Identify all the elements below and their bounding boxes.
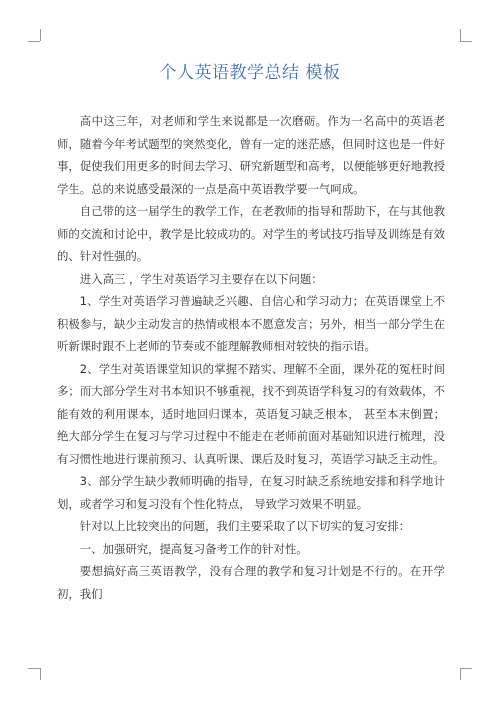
crop-mark-top-right-h bbox=[460, 41, 472, 42]
paragraph-problem-2: 2、学生对英语课堂知识的掌握不踏实、理解不全面，课外花的冤枉时间多；而大部分学生对书本知识不够重视，找不到英语学科复习的有效载体，不能有效的利用课本，适时地回归课本，英语复习缺乏根本， 甚至本末倒置；绝大部分学生在复习与学习过程中不能走在老师前面对基础知识进行梳理，没有习惯性地进行课前预习、认真听课、课后及时复习，英语学习缺乏主动性。 bbox=[57, 361, 445, 466]
crop-mark-bottom-left-v bbox=[40, 668, 41, 680]
crop-mark-bottom-right-v bbox=[460, 668, 461, 680]
paragraph-problem-1: 1、学生对英语学习普遍缺乏兴趣、自信心和学习动力；在英语课堂上不积极参与，缺少主动发言的热情或根本不愿意发言；另外，相当一部分学生在听新课时跟不上老师的节奏或不能理解教师相对较快的指示语。 bbox=[57, 294, 445, 353]
crop-mark-top-right-v bbox=[460, 29, 461, 41]
document-title: 个人英语教学总结 模板 bbox=[159, 63, 341, 83]
paragraph-problems-heading: 进入高三 ，学生对英语学习主要存在以下问题： bbox=[79, 271, 323, 286]
crop-mark-top-left-v bbox=[40, 29, 41, 41]
crop-mark-bottom-right-h bbox=[460, 668, 472, 669]
crop-mark-bottom-left-h bbox=[28, 668, 40, 669]
paragraph-section-1-body: 要想搞好高三英语教学，没有合理的教学和复习计划是不行的。在开学初，我们 bbox=[57, 564, 445, 601]
paragraph-section-1-heading: 一、加强研究，提高复习备考工作的针对性。 bbox=[79, 541, 308, 556]
paragraph-teaching-work: 自己带的这一届学生的教学工作，在老教师的指导和帮助下，在与其他教师的交流和讨论中，教学是比较成功的。对学生的考试技巧指导及训练是有效的、针对性强的。 bbox=[57, 204, 445, 263]
document-body bbox=[57, 110, 445, 605]
paragraph-intro: 高中这三年，对老师和学生来说都是一次磨砺。作为一名高中的英语老师，随着今年考试题型的突然变化，曾有一定的迷茫感，但同时这也是一件好事，促使我们用更多的时间去学习、研究新题型和高考，以便能够更好地教授学生。总的来说感受最深的一点是高中英语教学要一气呵成。 bbox=[57, 114, 445, 196]
crop-mark-top-left-h bbox=[28, 41, 40, 42]
paragraph-measures-heading: 针对以上比较突出的问题，我们主要采取了以下切实的复习安排： bbox=[79, 519, 411, 533]
paragraph-problem-3: 3、部分学生缺少教师明确的指导，在复习时缺乏系统地安排和科学地计划，或者学习和复习没有个性化特点， 导致学习效果不明显。 bbox=[57, 474, 445, 511]
